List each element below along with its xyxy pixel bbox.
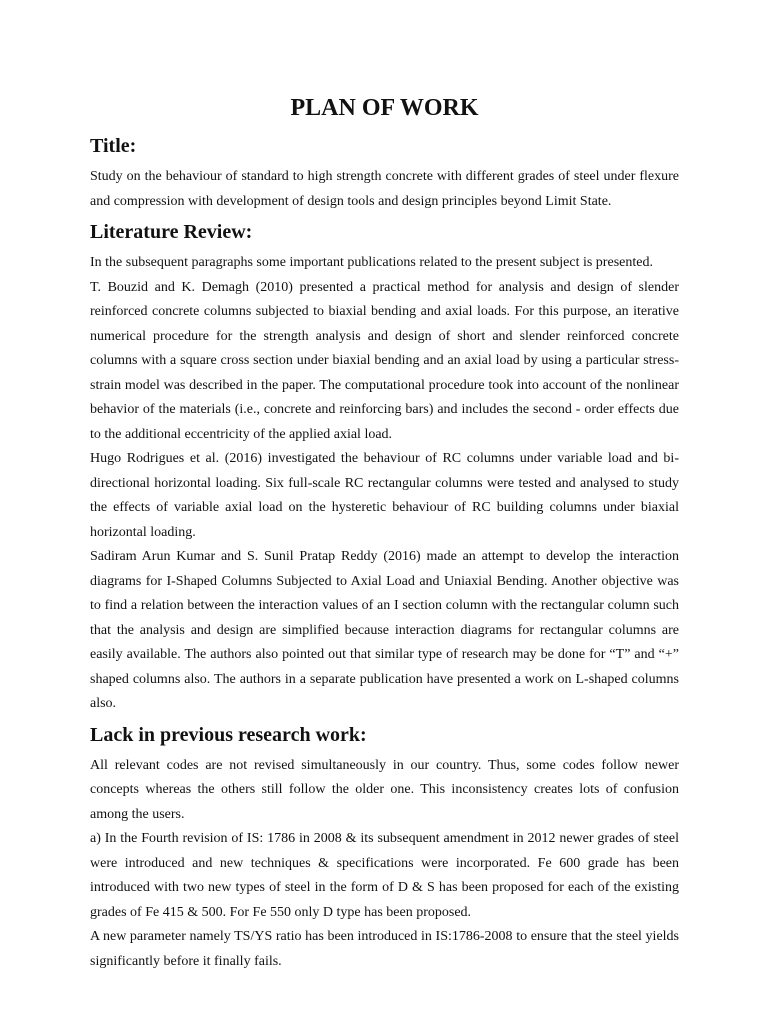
literature-paragraph-intro: In the subsequent paragraphs some important publications related to the present subject is presented. [90,255,653,270]
document-page [90,88,679,974]
title-paragraph: Study on the behaviour of standard to high strength concrete with different grades of steel under flexure and compression with development of design tools and design principles beyond Limit State. [90,169,679,209]
lack-paragraph-codes: All relevant codes are not revised simultaneously in our country. Thus, some codes follow newer concepts whereas the others still follow the older one. This inconsistency creates lots of confusion among the users. [90,757,679,822]
lack-paragraph-item-a: a) In the Fourth revision of IS: 1786 in 2008 & its subsequent amendment in 2012 newer grades of steel were introduced and new techniques & specifications were incorporated. Fe 600 grade has been introduced with two new types of steel in the form of D & S has been proposed for each of the existing grades of Fe 415 & 500. For Fe 550 only D type has been proposed. [90,831,679,920]
literature-paragraph-bouzid: T. Bouzid and K. Demagh (2010) presented a practical method for analysis and design of slender reinforced concrete columns subjected to biaxial bending and axial loads. For this purpose, an iterative numerical procedure for the strength analysis and design of short and slender reinforced concrete columns with a square cross section under biaxial bending and an axial load by using a particular stress-strain model was described in the paper. The computational procedure took into account of the nonlinear behavior of the materials (i.e., concrete and reinforcing bars) and includes the second - order effects due to the additional eccentricity of the applied axial load. [90,279,679,442]
literature-paragraph-kumar: Sadiram Arun Kumar and S. Sunil Pratap Reddy (2016) made an attempt to develop the interaction diagrams for I-Shaped Columns Subjected to Axial Load and Uniaxial Bending. Another objective was to find a relation between the interaction values of an I section column with the rectangular column such that the analysis and design are simplified because interaction diagrams for rectangular columns are easily available. The authors also pointed out that similar type of research may be done for “T” and “+” shaped columns also. The authors in a separate publication have presented a work on L-shaped columns also. [90,549,679,711]
literature-paragraph-rodrigues: Hugo Rodrigues et al. (2016) investigated the behaviour of RC columns under variable load and bi-directional horizontal loading. Six full-scale RC rectangular columns were tested and analysed to study the effects of variable axial load on the hysteretic behaviour of RC building columns under biaxial horizontal loading. [90,451,679,540]
lack-paragraph-tsys: A new parameter namely TS/YS ratio has been introduced in IS:1786-2008 to ensure that the steel yields significantly before it finally fails. [90,929,679,969]
section-heading-title: Title: [90,135,137,157]
document-title: PLAN OF WORK [290,95,479,121]
section-heading-literature-review: Literature Review: [90,221,253,243]
section-heading-lack-in-previous-research: Lack in previous research work: [90,723,367,746]
